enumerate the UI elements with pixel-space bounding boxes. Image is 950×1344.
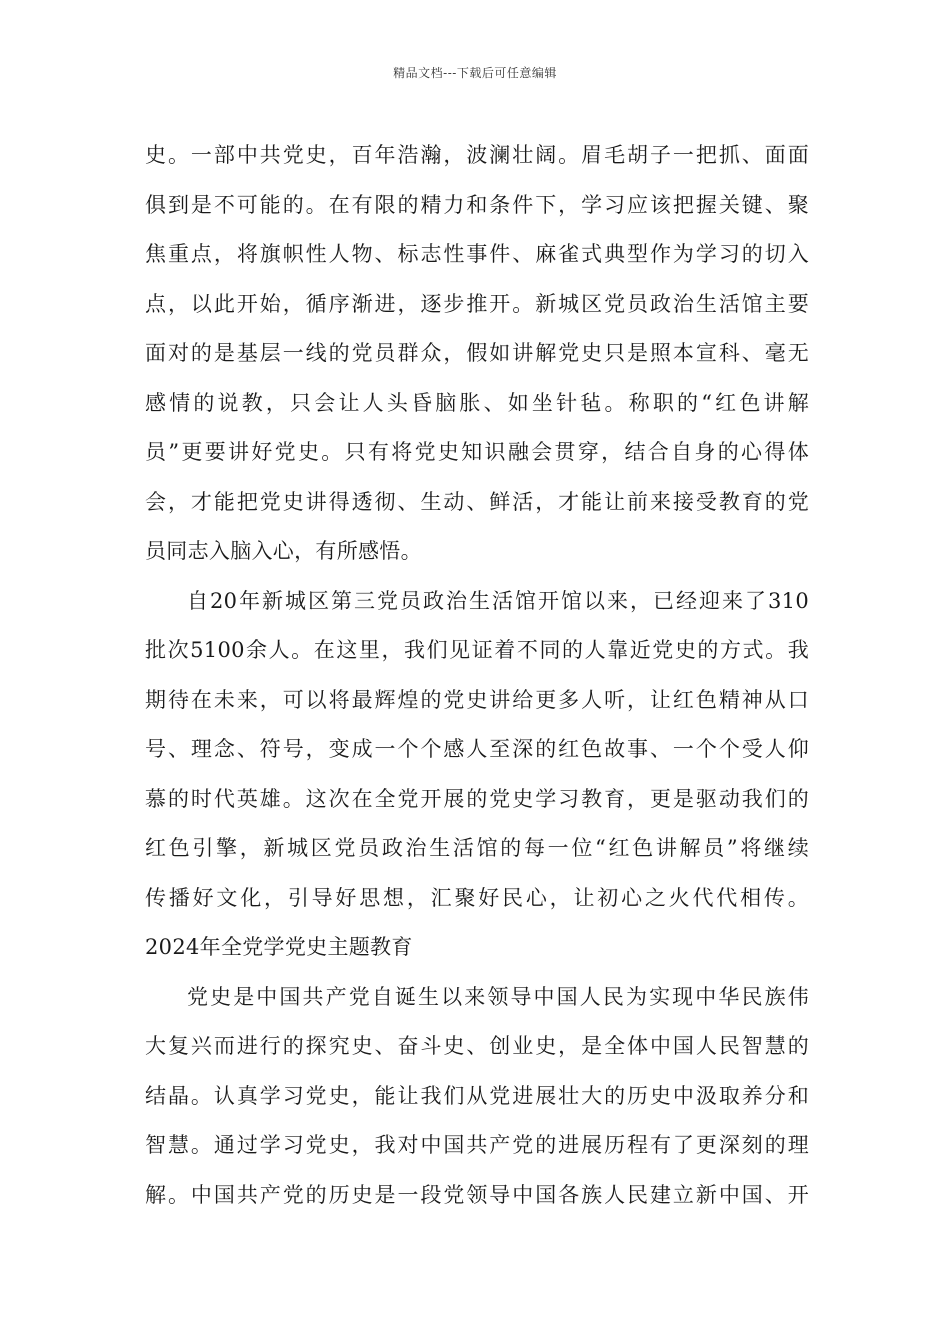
text-line: 面对的是基层一线的党员群众，假如讲解党史只是照本宣科、毫无 [145, 341, 809, 365]
text-line: 史。一部中共党史，百年浩瀚，波澜壮阔。眉毛胡子一把抓、面面 [145, 143, 809, 167]
section-heading: 2024年全党学党史主题教育 [145, 935, 413, 959]
text-line: 结晶。认真学习党史，能让我们从党进展壮大的历史中汲取养分和 [145, 1083, 809, 1108]
text-line: 员”更要讲好党史。只有将党史知识融会贯穿，结合自身的心得体 [145, 440, 809, 464]
text-line: 大复兴而进行的探究史、奋斗史、创业史，是全体中国人民智慧的 [145, 1034, 809, 1058]
text-line: 自20年新城区第三党员政治生活馆开馆以来，已经迎来了310 [187, 588, 809, 613]
text-line: 批次5100余人。在这里，我们见证着不同的人靠近党史的方式。我 [145, 638, 809, 662]
text-line: 解。中国共产党的历史是一段党领导中国各族人民建立新中国、开 [145, 1182, 809, 1207]
text-line: 党史是中国共产党自诞生以来领导中国人民为实现中华民族伟 [187, 984, 809, 1009]
text-line: 传播好文化，引导好思想，汇聚好民心，让初心之火代代相传。 [145, 885, 809, 910]
text-line: 红色引擎，新城区党员政治生活馆的每一位“红色讲解员”将继续 [145, 836, 809, 860]
text-line: 员同志入脑入心，有所感悟。 [145, 539, 422, 563]
text-line: 会，才能把党史讲得透彻、生动、鲜活，才能让前来接受教育的党 [145, 489, 809, 514]
page-header: 精品文档---下载后可任意编辑 [393, 66, 557, 80]
document-body [145, 131, 809, 1220]
text-line: 感情的说教，只会让人头昏脑胀、如坐针毡。称职的“红色讲解 [145, 390, 809, 415]
text-line: 焦重点，将旗帜性人物、标志性事件、麻雀式典型作为学习的切入 [145, 242, 809, 266]
text-line: 慕的时代英雄。这次在全党开展的党史学习教育，更是驱动我们的 [145, 786, 809, 811]
text-line: 期待在未来，可以将最辉煌的党史讲给更多人听，让红色精神从口 [145, 687, 809, 712]
text-line: 智慧。通过学习党史，我对中国共产党的进展历程有了更深刻的理 [145, 1133, 809, 1157]
text-line: 点，以此开始，循序渐进，逐步推开。新城区党员政治生活馆主要 [145, 291, 809, 316]
text-line: 俱到是不可能的。在有限的精力和条件下，学习应该把握关键、聚 [145, 192, 809, 217]
text-line: 号、理念、符号，变成一个个感人至深的红色故事、一个个受人仰 [145, 737, 809, 761]
